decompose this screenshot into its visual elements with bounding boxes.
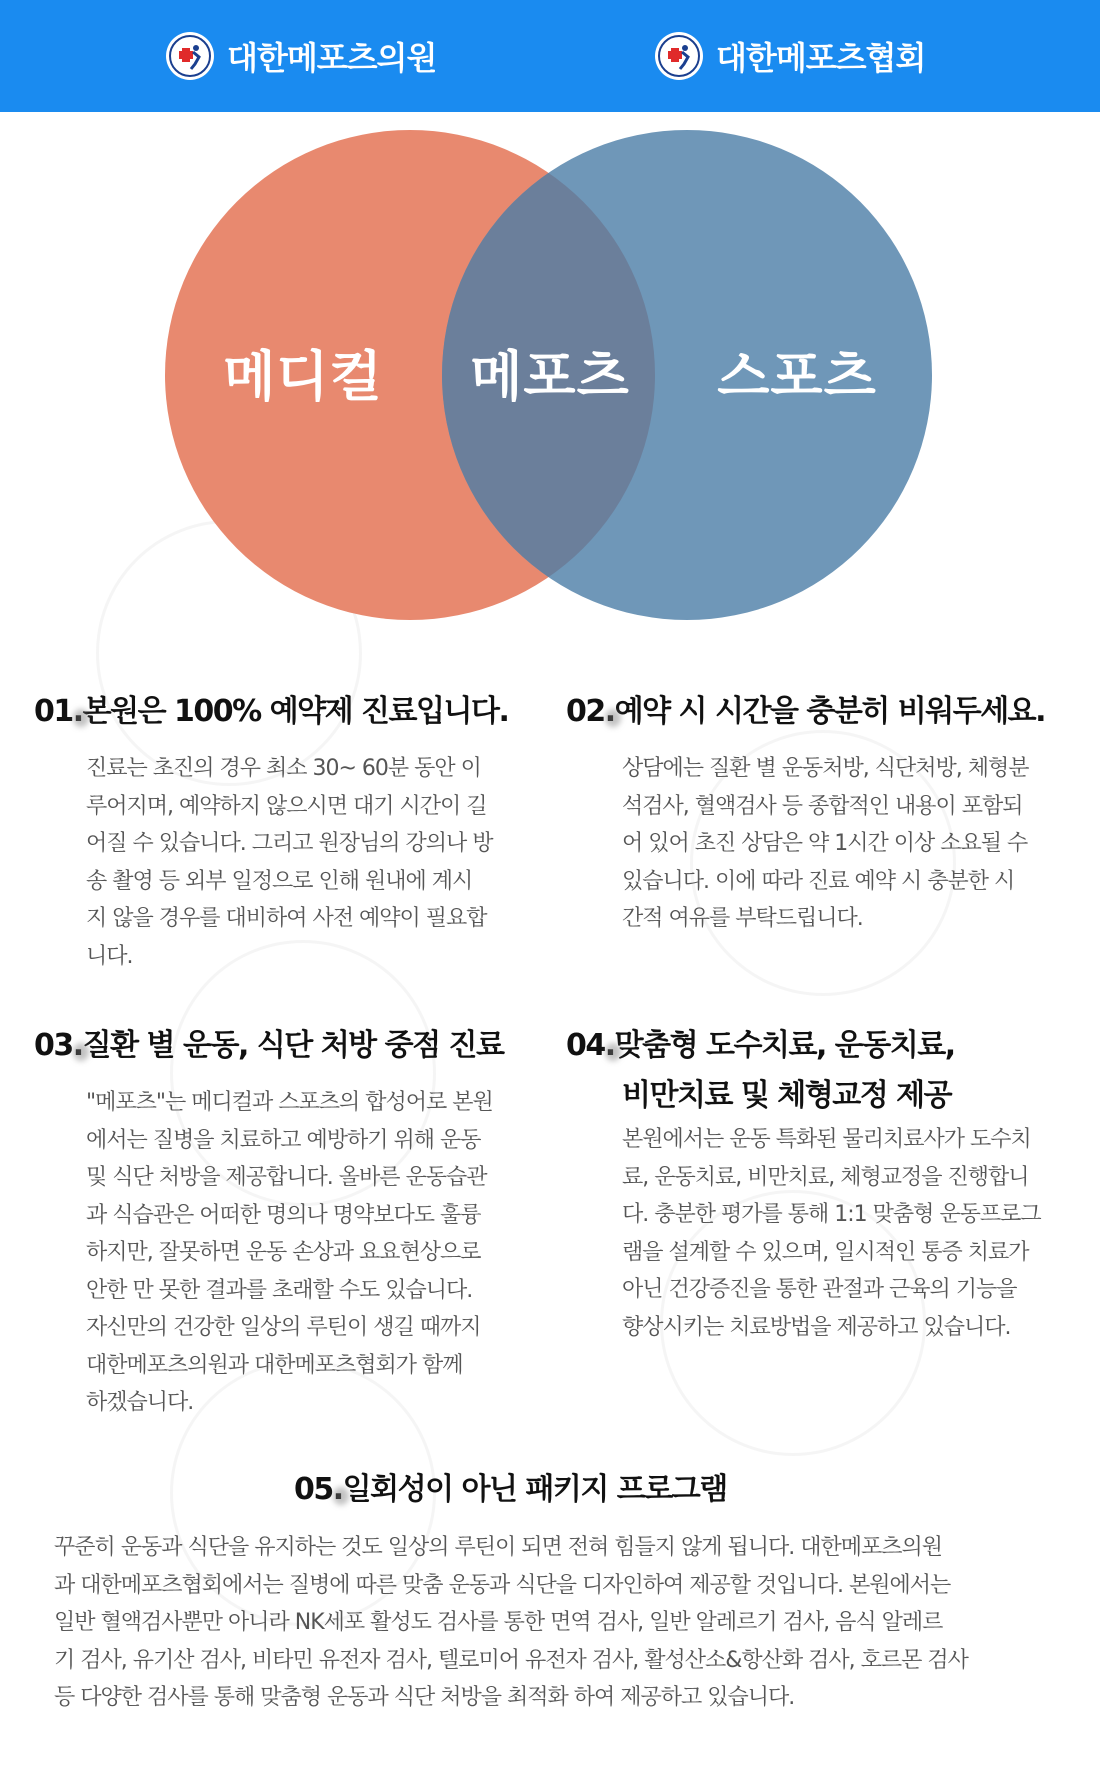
body-line: 있습니다. 이에 따라 진료 예약 시 충분한 시 (622, 868, 1015, 894)
body-line: 본원에서는 운동 특화된 물리치료사가 도수치 (622, 1127, 1031, 1152)
venn-diagram (0, 130, 1100, 650)
body-line: "메포츠"는 메디컬과 스포츠의 합성어로 본원 (86, 1090, 493, 1115)
section-01-body (86, 750, 546, 975)
section-05-title (294, 1466, 727, 1514)
section-01-title (34, 688, 508, 736)
body-line: 상담에는 질환 별 운동처방, 식단처방, 체형분 (622, 756, 1029, 781)
section-number: 05. (294, 1472, 343, 1507)
brand-association[interactable] (654, 30, 925, 82)
body-line: 하겠습니다. (86, 1390, 194, 1415)
section-04-title-line2 (622, 1072, 951, 1120)
venn-label-medical: 메디컬 (223, 345, 383, 408)
section-04-title (566, 1022, 955, 1070)
section-number: 01. (34, 694, 83, 729)
section-04-body (622, 1121, 1092, 1346)
body-line: 일반 혈액검사뿐만 아니라 NK세포 활성도 검사를 통한 면역 검사, 일반 알레르기 검사, 음식 알레르 (54, 1610, 943, 1635)
body-line: 송 촬영 등 외부 일정으로 인해 원내에 계시 (86, 868, 473, 894)
venn-label-mesports: 메포츠 (470, 345, 630, 408)
section-03-body (86, 1084, 546, 1422)
body-line: 어 있어 초진 상담은 약 1시간 이상 소요될 수 (622, 831, 1028, 856)
section-number: 04. (566, 1028, 615, 1063)
section-title-text: 비만치료 및 체형교정 제공 (622, 1078, 952, 1113)
body-line: 과 식습관은 어떠한 명의나 명약보다도 훌륭 (86, 1202, 481, 1228)
body-line: 대한메포츠의원과 대한메포츠협회가 함께 (86, 1352, 463, 1378)
top-header-bar (0, 0, 1100, 112)
section-title-text: 질환 별 운동, 식단 처방 중점 진료 (82, 1028, 504, 1063)
section-number: 02. (566, 694, 615, 729)
body-line: 하지만, 잘못하면 운동 손상과 요요현상으로 (86, 1240, 481, 1265)
section-05-body (54, 1529, 1084, 1717)
body-line: 진료는 초진의 경우 최소 30~ 60분 동안 이 (86, 756, 481, 781)
body-line: 료, 운동치료, 비만치료, 체형교정을 진행합니 (622, 1164, 1029, 1190)
clinic-logo-icon (165, 31, 215, 81)
body-line: 루어지며, 예약하지 않으시면 대기 시간이 길 (86, 793, 487, 819)
body-line: 에서는 질병을 치료하고 예방하기 위해 운동 (86, 1127, 481, 1153)
section-title-text: 맞춤형 도수치료, 운동치료, (614, 1028, 955, 1063)
section-02-title (566, 688, 1045, 736)
section-title-text: 예약 시 시간을 충분히 비워두세요. (614, 694, 1046, 729)
body-line: 아닌 건강증진을 통한 관절과 근육의 기능을 (622, 1277, 1017, 1302)
venn-label-sports: 스포츠 (717, 345, 877, 408)
association-logo-icon (654, 31, 704, 81)
section-title-text: 본원은 100% 예약제 진료입니다. (82, 694, 509, 729)
section-03-title (34, 1022, 503, 1070)
body-line: 및 식단 처방을 제공합니다. 올바른 운동습관 (86, 1165, 487, 1190)
body-line: 지 않을 경우를 대비하여 사전 예약이 필요합 (86, 906, 487, 931)
clinic-name: 대한메포츠의원 (227, 39, 437, 77)
body-line: 안한 만 못한 결과를 초래할 수도 있습니다. (86, 1277, 473, 1303)
body-line: 니다. (86, 943, 133, 969)
body-line: 램을 설계할 수 있으며, 일시적인 통증 치료가 (622, 1239, 1029, 1265)
body-line: 석검사, 혈액검사 등 종합적인 내용이 포함되 (622, 793, 1023, 819)
body-line: 꾸준히 운동과 식단을 유지하는 것도 일상의 루틴이 되면 전혀 힘들지 않게 됩니다. 대한메포츠의원 (54, 1535, 942, 1560)
body-line: 기 검사, 유기산 검사, 비타민 유전자 검사, 텔로미어 유전자 검사, 활성산소&항산화 검사, 호르몬 검사 (54, 1647, 968, 1673)
association-name: 대한메포츠협회 (716, 39, 926, 77)
body-line: 과 대한메포츠협회에서는 질병에 따른 맞춤 운동과 식단을 디자인하여 제공할 것입니다. 본원에서는 (54, 1572, 951, 1598)
body-line: 향상시키는 치료방법을 제공하고 있습니다. (622, 1314, 1011, 1340)
section-02-body (622, 750, 1082, 938)
brand-clinic[interactable] (165, 30, 436, 82)
body-line: 자신만의 건강한 일상의 루틴이 생길 때까지 (86, 1315, 481, 1340)
section-number: 03. (34, 1028, 83, 1063)
body-line: 다. 충분한 평가를 통해 1:1 맞춤형 운동프로그 (622, 1202, 1041, 1227)
body-line: 등 다양한 검사를 통해 맞춤형 운동과 식단 처방을 최적화 하여 제공하고 있습니다. (54, 1685, 795, 1710)
section-title-text: 일회성이 아닌 패키지 프로그램 (342, 1472, 727, 1507)
body-line: 어질 수 있습니다. 그리고 원장님의 강의나 방 (86, 831, 493, 856)
body-line: 간적 여유를 부탁드립니다. (622, 906, 863, 931)
